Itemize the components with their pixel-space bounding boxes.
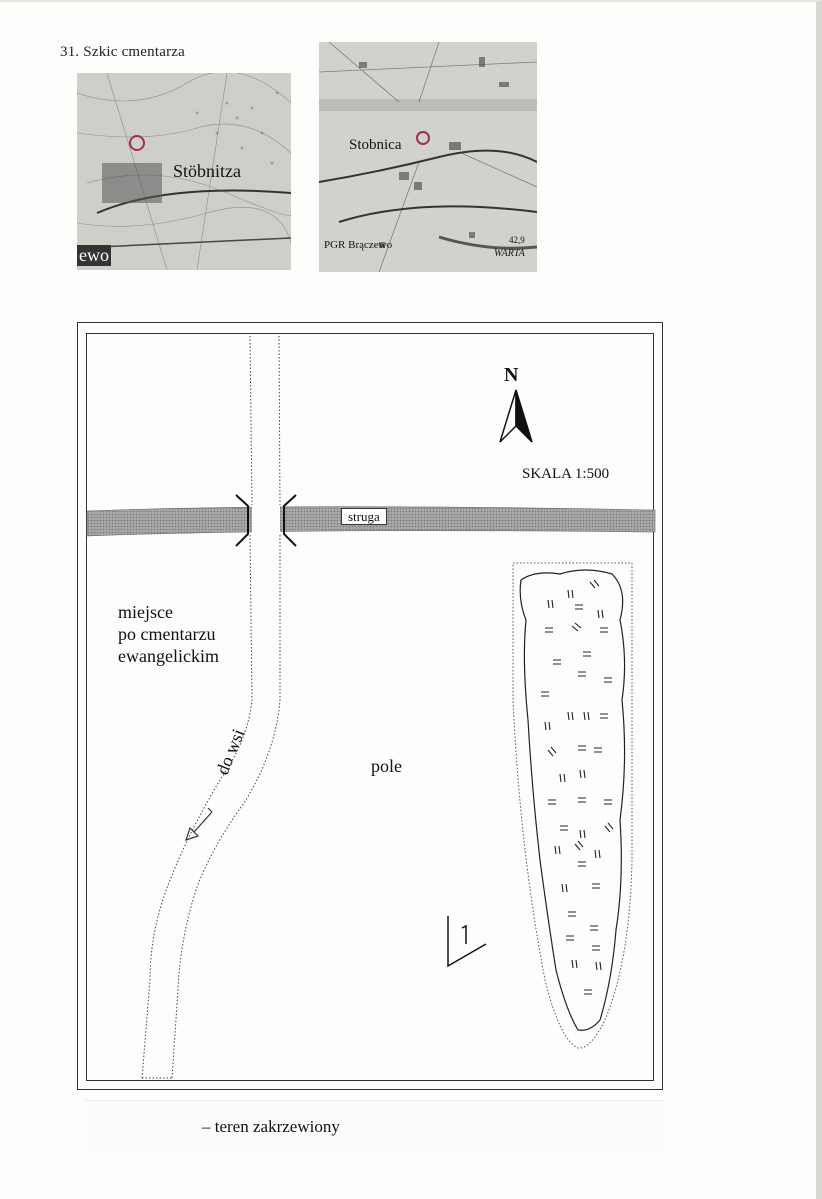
page-title: 31. Szkic cmentarza [60,44,185,60]
stream-label: struga [341,508,387,525]
cemetery-site-label [118,601,219,667]
left-map-place-label: Stöbnitza [173,161,241,181]
left-map-fragment-label: ewo [79,245,109,265]
scale-label: SKALA 1:500 [522,466,610,482]
right-map-elevation-label: 42,9 [509,235,525,245]
cemetery-site-label-line2: po cmentarzu [118,624,216,644]
north-arrow-icon [500,390,532,442]
road-to-village [142,336,280,1078]
cemetery-site-label-line1: miejsce [118,602,173,622]
right-map-river-label: WARTA [494,248,525,259]
direction-arrow-icon [186,808,212,840]
legend-text: – teren zakrzewiony [202,1117,340,1136]
bush-area [513,563,632,1048]
field-label: pole [371,756,402,776]
viewpoint-marker-icon [448,916,486,966]
right-map-place-label: Stobnica [349,137,402,153]
legend [84,1100,664,1155]
north-label: N [504,364,519,386]
cemetery-site-label-line3: ewangelickim [118,646,219,666]
right-map-pgr-label: PGR Brączewo [324,239,393,251]
road-label: do wsi [212,725,249,778]
